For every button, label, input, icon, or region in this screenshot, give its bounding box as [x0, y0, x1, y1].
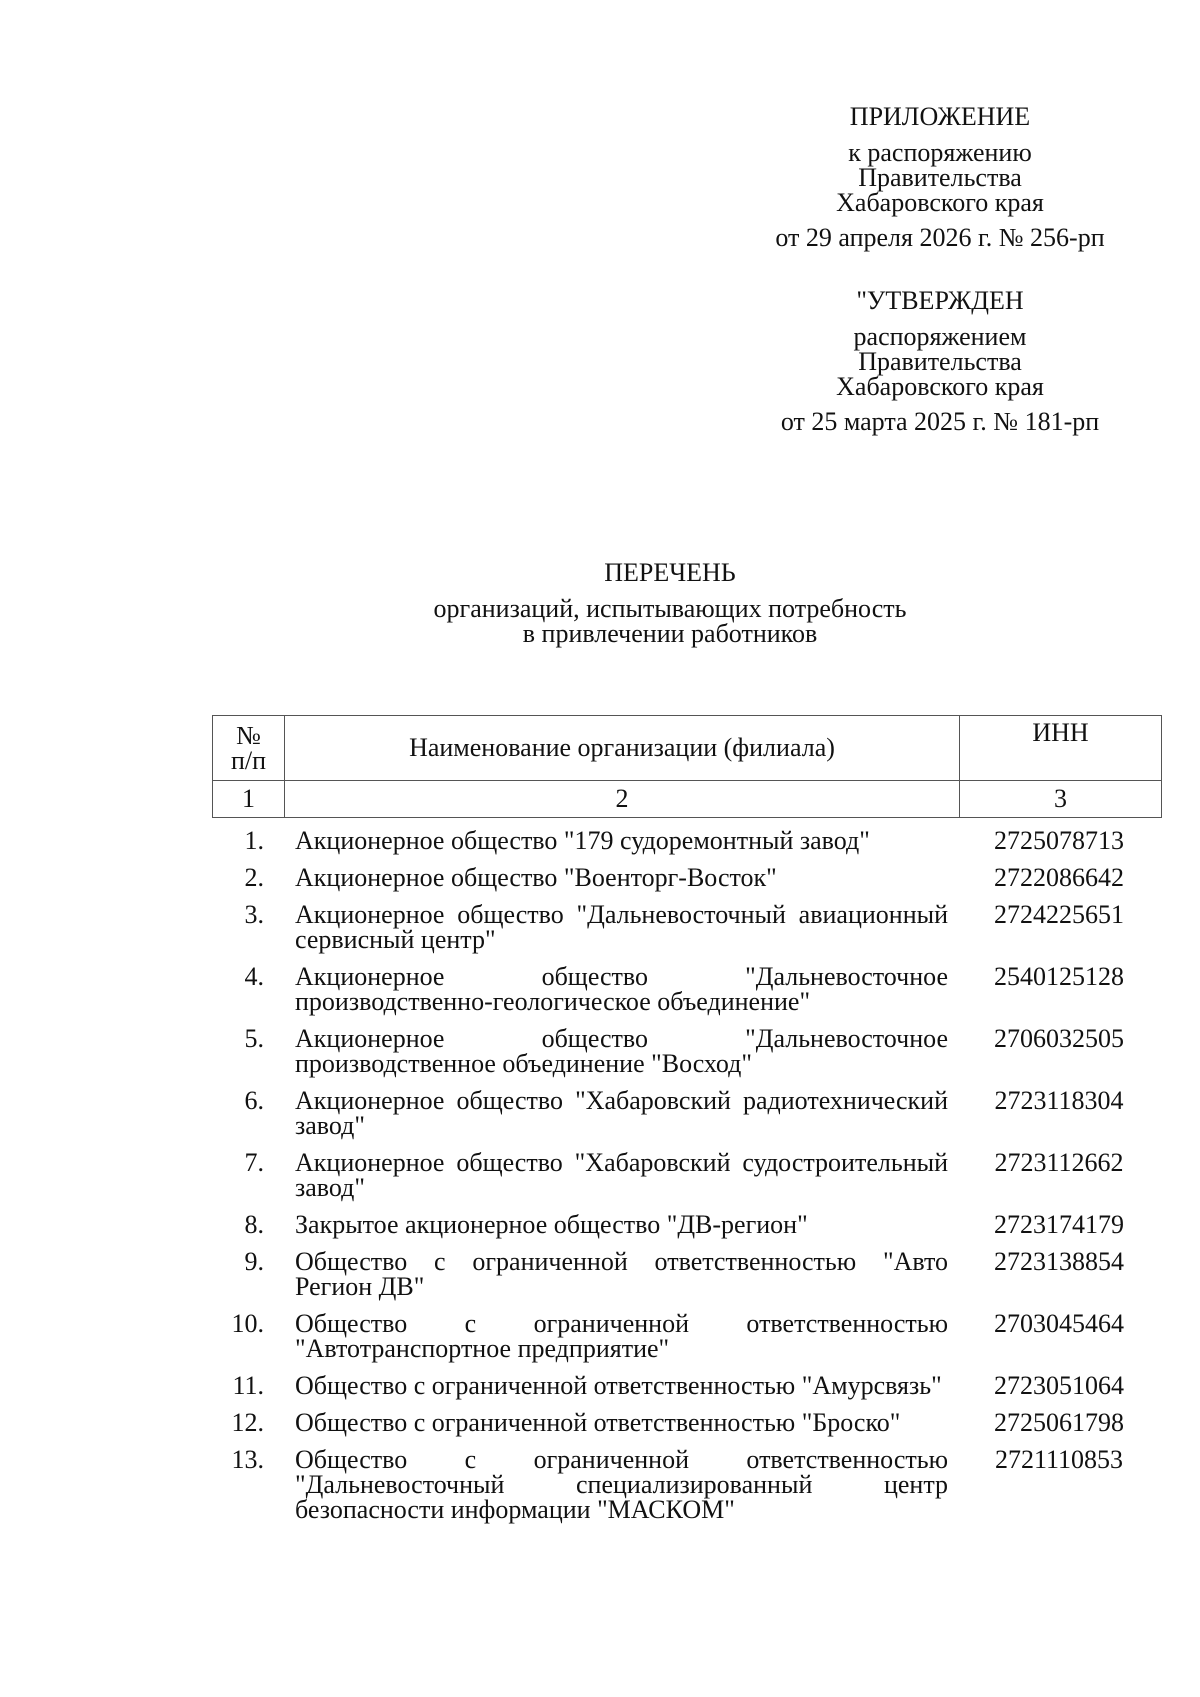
row-inn: 2722086642: [994, 863, 1124, 892]
row-num: 10.: [231, 1309, 264, 1338]
row-name: Акционерное общество "Хабаровский судостроительный завод": [295, 1148, 948, 1202]
row-name: Общество с ограниченной ответственностью "Авто Регион ДВ": [295, 1247, 948, 1301]
row-name: Акционерное общество "179 судоремонтный завод": [295, 826, 870, 855]
row-inn: 2723118304: [994, 1086, 1124, 1115]
appendix-line-2: Правительства: [858, 163, 1022, 192]
appendix-title: ПРИЛОЖЕНИЕ: [849, 102, 1031, 131]
row-inn: 2723051064: [994, 1371, 1124, 1400]
row-num: 12.: [231, 1408, 264, 1437]
header-num-cell: [213, 716, 285, 781]
table-body: [212, 828, 1161, 1534]
table-row: [212, 1373, 1161, 1398]
table-row: [212, 1249, 1161, 1299]
row-inn: 2723138854: [994, 1247, 1124, 1276]
row-inn: 2723112662: [994, 1148, 1124, 1177]
appendix-block: [720, 104, 1160, 250]
table-row: [212, 1311, 1161, 1361]
appendix-date: от 29 апреля 2026 г. № 256-рп: [775, 223, 1105, 252]
row-name: Закрытое акционерное общество "ДВ-регион": [295, 1210, 808, 1239]
table-row: [212, 1088, 1161, 1138]
table-row: [212, 964, 1161, 1014]
row-name: Общество с ограниченной ответственностью "Броско": [295, 1408, 901, 1437]
row-num: 9.: [244, 1247, 264, 1276]
approved-line-1: распоряжением: [853, 322, 1027, 351]
table-row: [212, 865, 1161, 890]
header-name-cell: Наименование организации (филиала): [285, 716, 960, 781]
row-num: 7.: [244, 1148, 264, 1177]
row-num: 5.: [244, 1024, 264, 1053]
row-name: Акционерное общество "Военторг-Восток": [295, 863, 777, 892]
table-row: [212, 1447, 1161, 1522]
approved-line-3: Хабаровского края: [836, 372, 1044, 401]
row-inn: 2721110853: [994, 1445, 1124, 1474]
list-subtitle-line-1: организаций, испытывающих потребность: [433, 594, 907, 623]
table-row: [212, 1150, 1161, 1200]
approved-block: [720, 288, 1160, 434]
col-index-2: 2: [285, 781, 960, 818]
row-num: 2.: [244, 863, 264, 892]
row-num: 3.: [244, 900, 264, 929]
list-title-block: [390, 560, 950, 646]
col-index-3: 3: [960, 781, 1162, 818]
appendix-line-1: к распоряжению: [848, 138, 1032, 167]
table-row: [212, 1410, 1161, 1435]
row-inn: 2724225651: [994, 900, 1124, 929]
approved-title: "УТВЕРЖДЕН: [856, 286, 1024, 315]
row-name: Акционерное общество "Хабаровский радиотехнический завод": [295, 1086, 948, 1140]
row-name: Акционерное общество "Дальневосточное производственное объединение "Восход": [295, 1024, 948, 1078]
table-header-row: [213, 716, 1162, 781]
table-row: [212, 828, 1161, 853]
row-name: Общество с ограниченной ответственностью "Амурсвязь": [295, 1371, 942, 1400]
row-inn: 2725061798: [994, 1408, 1124, 1437]
row-num: 8.: [244, 1210, 264, 1239]
row-inn: 2540125128: [994, 962, 1124, 991]
row-name: Акционерное общество "Дальневосточное производственно-геологическое объединение": [295, 962, 948, 1016]
row-num: 6.: [244, 1086, 264, 1115]
row-name: Акционерное общество "Дальневосточный авиационный сервисный центр": [295, 900, 948, 954]
row-inn: 2706032505: [994, 1024, 1124, 1053]
row-name: Общество с ограниченной ответственностью "Автотранспортное предприятие": [295, 1309, 948, 1363]
table-row: [212, 1026, 1161, 1076]
row-name: Общество с ограниченной ответственностью "Дальневосточный специализированный центр безопасности информации "МАСКОМ": [295, 1445, 948, 1524]
table-row: [212, 1212, 1161, 1237]
row-inn: 2723174179: [994, 1210, 1124, 1239]
row-num: 1.: [244, 826, 264, 855]
table-header: [212, 715, 1162, 818]
row-inn: 2703045464: [994, 1309, 1124, 1338]
approved-date: от 25 марта 2025 г. № 181-рп: [780, 407, 1100, 436]
row-num: 11.: [232, 1371, 264, 1400]
table-row: [212, 902, 1161, 952]
list-subtitle-line-2: в привлечении работников: [522, 619, 818, 648]
list-title: ПЕРЕЧЕНЬ: [604, 558, 736, 587]
row-num: 4.: [244, 962, 264, 991]
row-inn: 2725078713: [994, 826, 1124, 855]
header-num-line-1: №: [236, 721, 261, 750]
appendix-line-3: Хабаровского края: [836, 188, 1044, 217]
header-num-line-2: п/п: [230, 746, 267, 775]
approved-line-2: Правительства: [858, 347, 1022, 376]
table-index-row: [213, 781, 1162, 818]
col-index-1: 1: [213, 781, 285, 818]
header-inn-cell: ИНН: [960, 716, 1162, 781]
row-num: 13.: [231, 1445, 264, 1474]
